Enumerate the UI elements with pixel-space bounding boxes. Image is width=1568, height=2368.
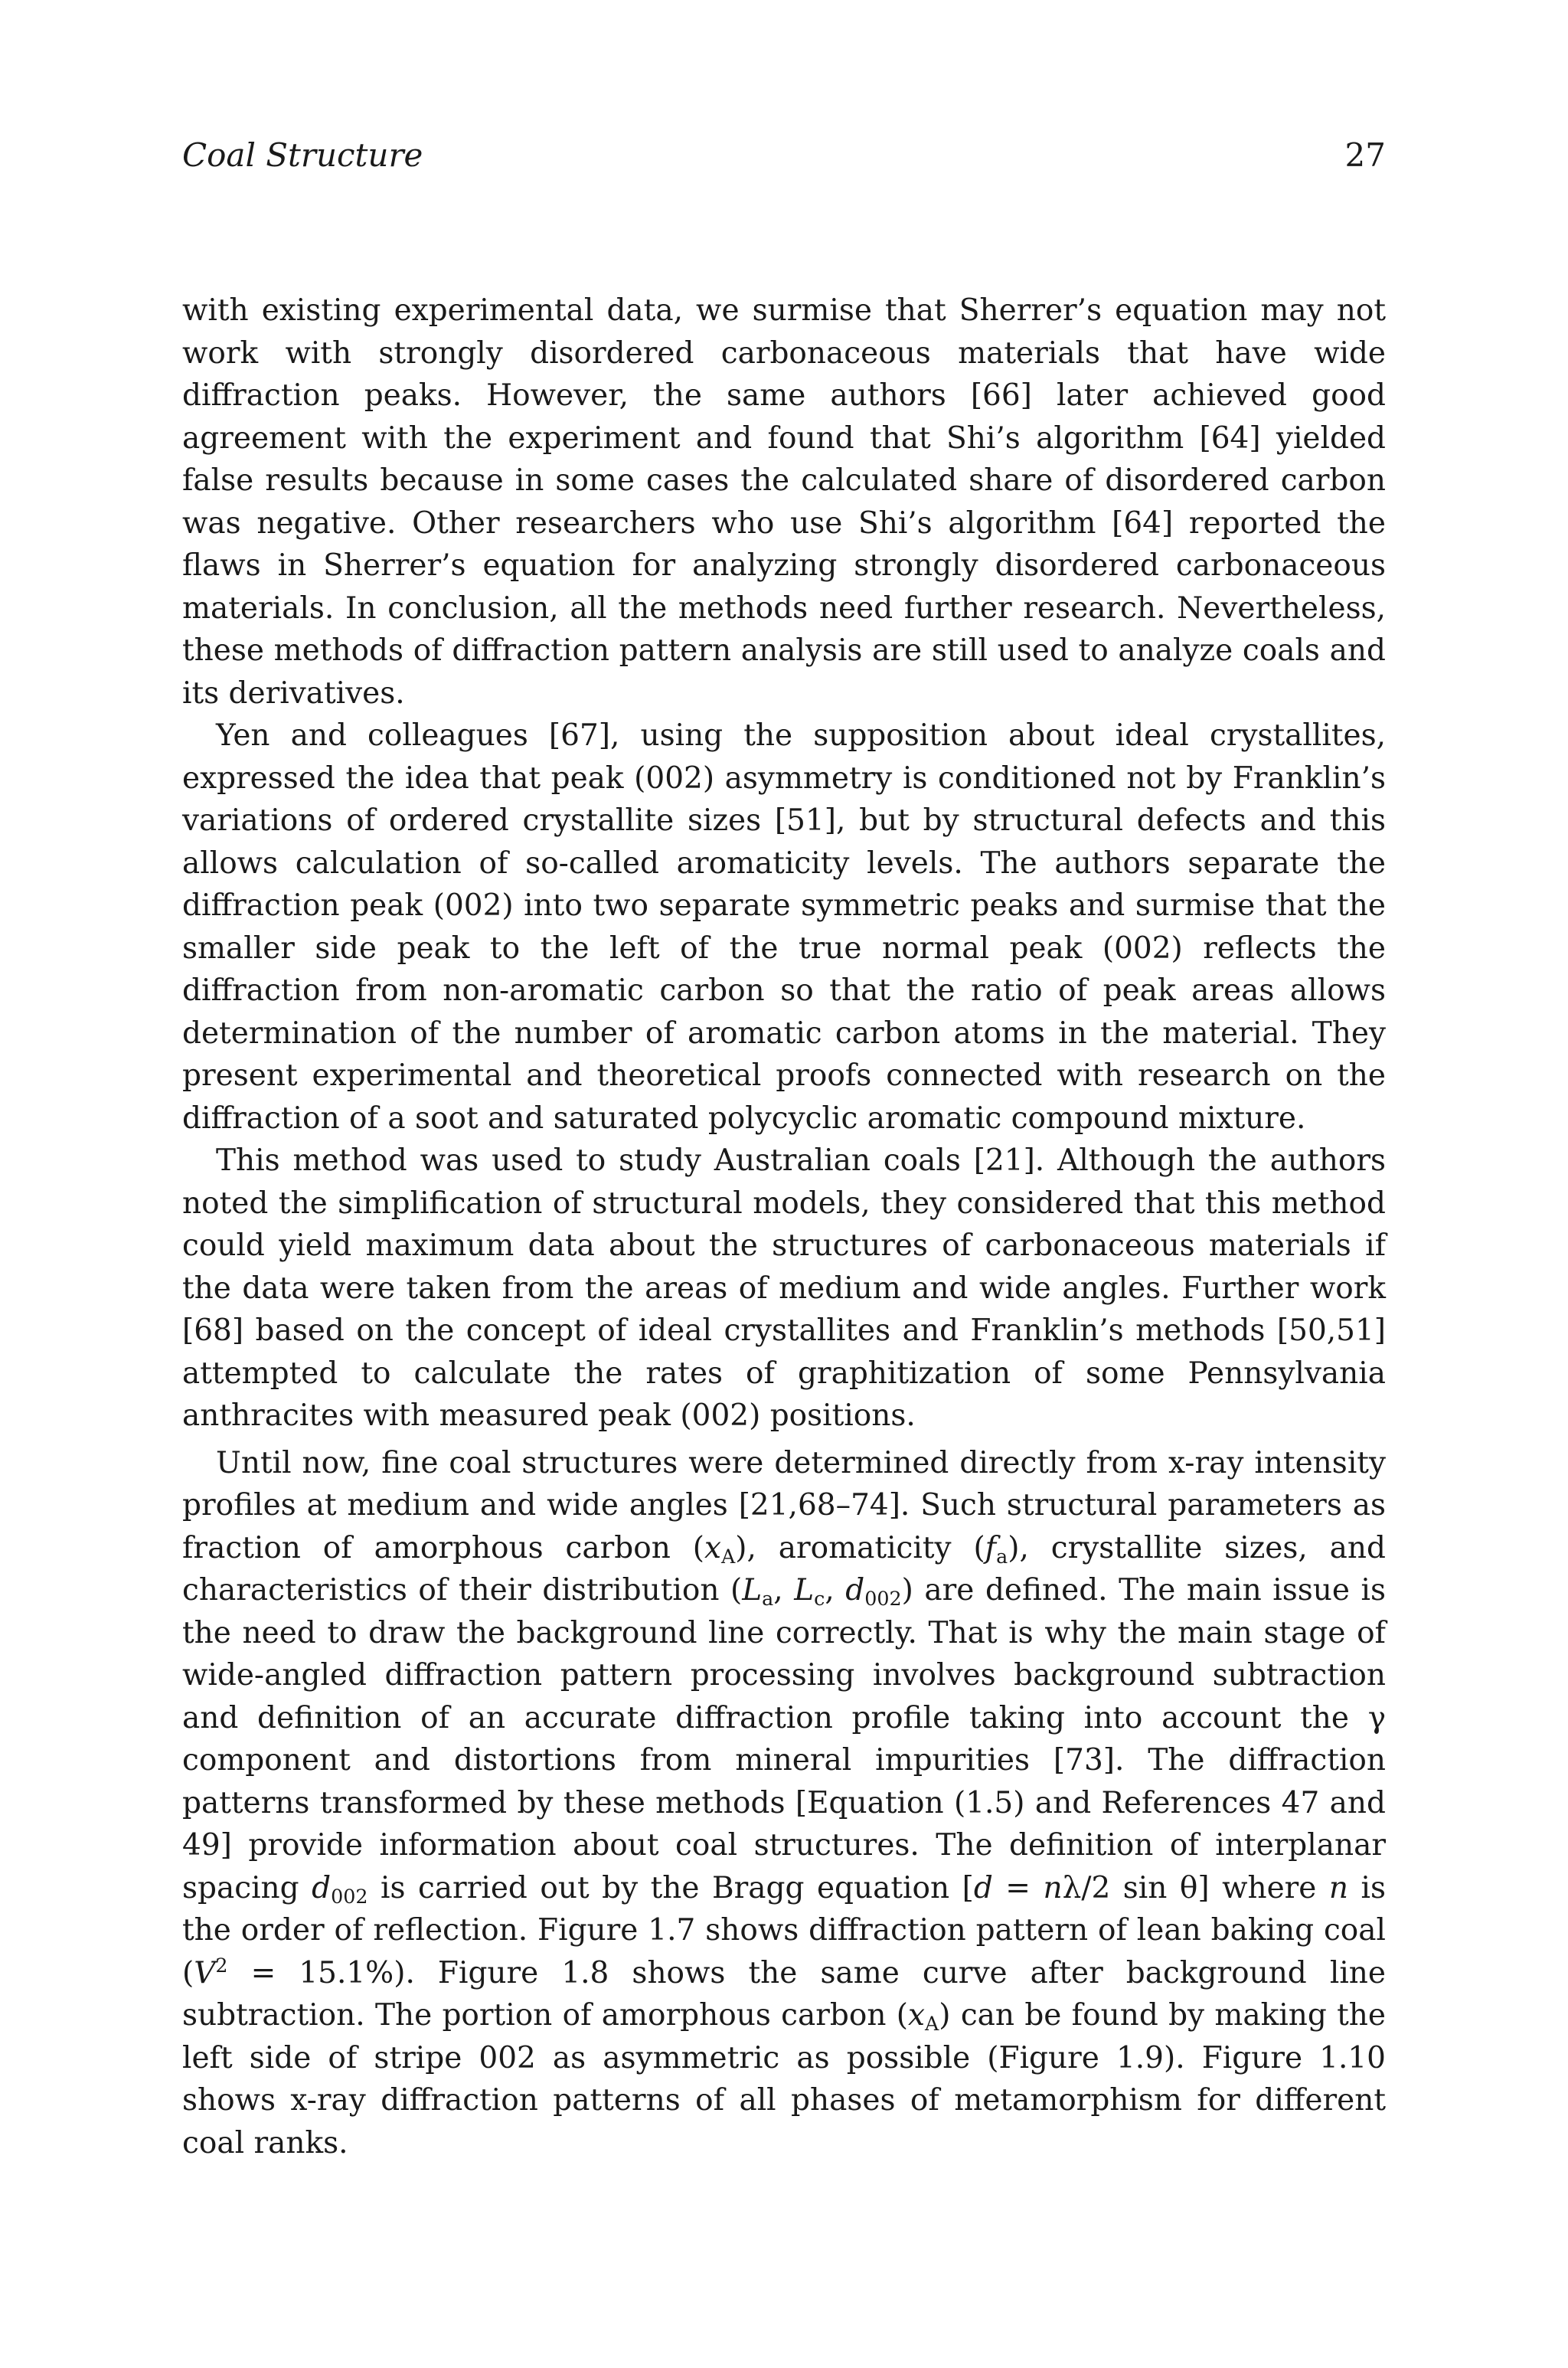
symbol-d002: d: [845, 1573, 865, 1608]
subscript-a: A: [720, 1544, 736, 1568]
symbol-l-a: L: [742, 1573, 763, 1608]
symbol-d002-second: d: [312, 1870, 332, 1905]
bragg-equals: =: [992, 1870, 1044, 1905]
separator-1: ,: [773, 1573, 795, 1608]
symbol-n: n: [1328, 1870, 1348, 1905]
bragg-rest: λ/2 sin θ: [1062, 1870, 1198, 1905]
symbol-f-a: f: [985, 1530, 997, 1565]
running-head: Coal Structure: [182, 136, 423, 174]
p4-text-9: ) can be found by making the left side of stripe 002 as asymmetric as possible (Figure 1.9). Figure 1.10 shows x-ray diffraction patterns of all phases of metamorphism for different coal ranks.: [182, 1998, 1386, 2160]
paragraph-4: [182, 1442, 1386, 2165]
separator-2: ,: [825, 1573, 846, 1608]
symbol-v: V: [194, 1955, 216, 1990]
symbol-l-c: L: [794, 1573, 815, 1608]
bragg-n: n: [1043, 1870, 1063, 1905]
p4-text-1: Until now, fine coal structures were determined directly from x-ray intensity profiles at medium and wide angles [21,68–74]. Such structural parameters as fraction of amorphous carbon (: [182, 1445, 1386, 1565]
p4-text-7: is the order of reflection. Figure 1.7 shows diffraction pattern of lean baking coal (: [182, 1870, 1386, 1990]
superscript-2: 2: [215, 1953, 228, 1977]
symbol-x-a-second: x: [907, 1998, 925, 2033]
subscript-lc: c: [814, 1587, 825, 1611]
paragraph-3: This method was used to study Australian coals [21]. Although the authors noted the simplification of structural models, they considered that this method could yield maximum data about the structures of carbonaceous materials if the data were taken from the areas of medium and wide angles. Further work [68] based on the concept of ideal crystallites and Franklin’s methods [50,51] attempted to calculate the rates of graphitization of some Pennsylvania anthracites with measured peak (002) positions.: [182, 1143, 1386, 1433]
p4-text-4: ) are defined. The main issue is the need to draw the background line correctly. That is why the main stage of wide-angled diffraction pattern processing involves background subtraction and definition of an accurate diffraction profile taking into account the γ component and distortions from mineral impurities [73]. The diffraction patterns transformed by these methods [Equation (1.5) and References 47 and 49] provide information about coal structures. The definition of interplanar spacing: [182, 1573, 1386, 1905]
paragraph-2: Yen and colleagues [67], using the supposition about ideal crystallites, expressed the idea that peak (002) asymmetry is conditioned not by Franklin’s variations of ordered crystallite sizes [51], but by structural defects and this allows calculation of so-called aromaticity levels. The authors separate the diffraction peak (002) into two separate symmetric peaks and surmise that the smaller side peak to the left of the true normal peak (002) reflects the diffraction from non-aromatic carbon so that the ratio of peak areas allows determination of the number of aromatic carbon atoms in the material. They present experimental and theoretical proofs connected with research on the diffraction of a soot and saturated polycyclic aromatic compound mixture.: [182, 718, 1386, 1136]
page-header: [182, 136, 1386, 182]
p4-text-6: ] where: [1197, 1870, 1329, 1905]
page-number: 27: [1344, 136, 1386, 174]
subscript-a-lower: a: [996, 1544, 1008, 1568]
p4-text-2: ), aromaticity (: [735, 1530, 985, 1565]
body-text: [182, 289, 1386, 2164]
subscript-002-second: 002: [331, 1884, 368, 1908]
p4-text-8: = 15.1%). Figure 1.8 shows the same curve after background line subtraction. The portion of amorphous carbon (: [182, 1955, 1386, 2033]
subscript-a-second: A: [924, 2012, 939, 2036]
symbol-x-a: x: [704, 1530, 721, 1565]
p4-text-3: ), crystallite sizes, and characteristics of their distribution (: [182, 1530, 1387, 1608]
p4-text-5: is carried out by the Bragg equation [: [368, 1870, 974, 1905]
subscript-002: 002: [864, 1587, 902, 1611]
bragg-d: d: [973, 1870, 993, 1905]
subscript-la: a: [762, 1587, 774, 1611]
paragraph-1: with existing experimental data, we surmise that Sherrer’s equation may not work with strongly disordered carbonaceous materials that have wide diffraction peaks. However, the same authors [66] later achieved good agreement with the experiment and found that Shi’s algorithm [64] yielded false results because in some cases the calculated share of disordered carbon was negative. Other researchers who use Shi’s algorithm [64] reported the flaws in Sherrer’s equation for analyzing strongly disordered carbonaceous materials. In conclusion, all the methods need further research. Nevertheless, these methods of diffraction pattern analysis are still used to analyze coals and its derivatives.: [182, 293, 1386, 711]
